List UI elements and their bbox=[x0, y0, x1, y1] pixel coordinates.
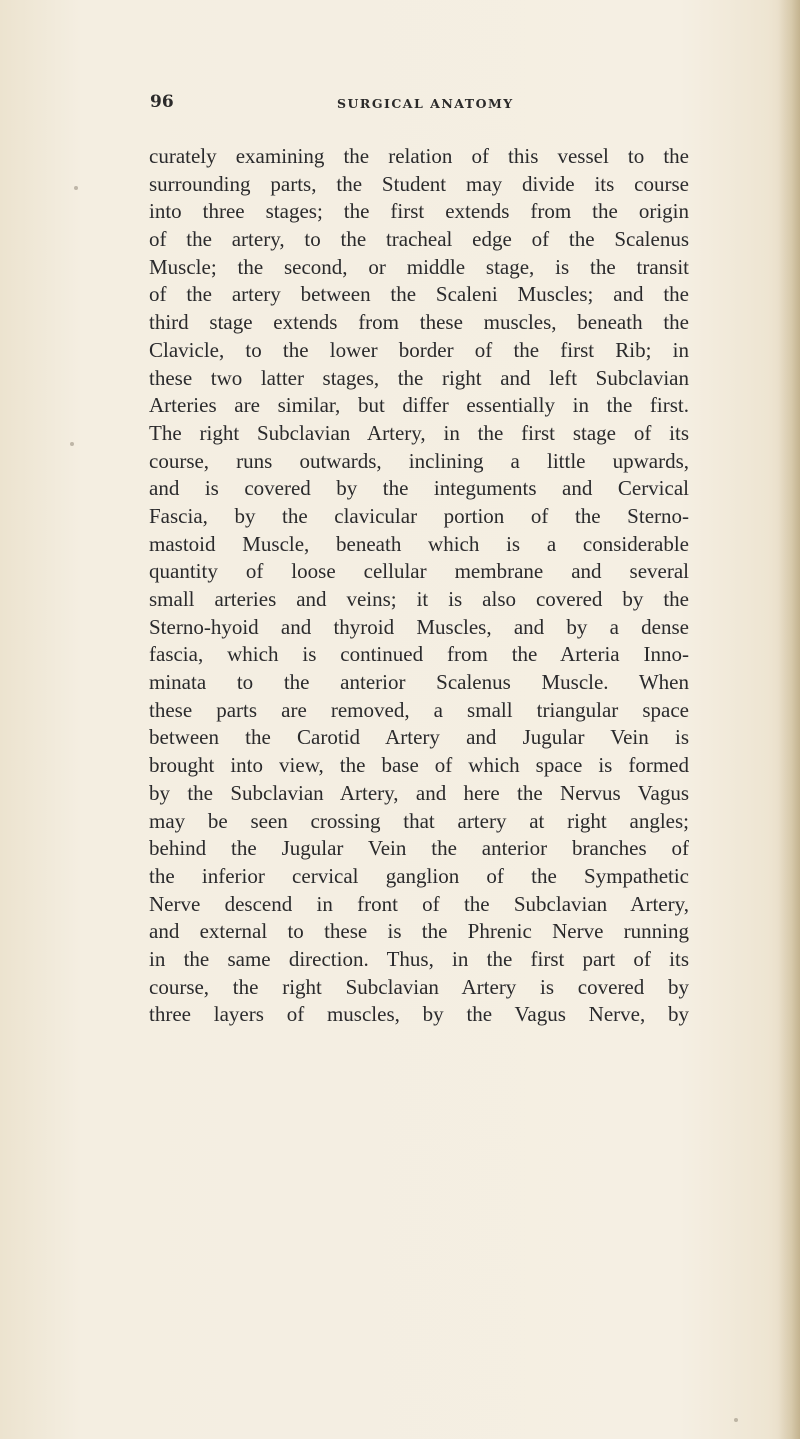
page-number: 96 bbox=[150, 92, 174, 112]
text-line: in the same direction. Thus, in the first part of its bbox=[149, 946, 689, 971]
text-line: these two latter stages, the right and left Subclavian bbox=[149, 365, 689, 390]
text-line: Muscle; the second, or middle stage, is the transit bbox=[149, 254, 689, 279]
text-line: The right Subclavian Artery, in the first stage of its bbox=[149, 420, 689, 445]
text-line: brought into view, the base of which space is formed bbox=[149, 753, 689, 778]
text-line: minata to the anterior Scalenus Muscle. When bbox=[149, 670, 689, 695]
text-line: quantity of loose cellular membrane and several bbox=[149, 559, 689, 584]
text-line: may be seen crossing that artery at right angles; bbox=[149, 808, 689, 833]
text-line: into three stages; the first extends from the origin bbox=[149, 199, 689, 224]
text-line: by the Subclavian Artery, and here the Nervus Vagus bbox=[149, 780, 689, 805]
text-line: of the artery between the Scaleni Muscles; and the bbox=[149, 282, 689, 307]
text-line: surrounding parts, the Student may divide its course bbox=[149, 171, 689, 196]
text-line: Clavicle, to the lower border of the first Rib; in bbox=[149, 337, 689, 362]
text-line: and external to these is the Phrenic Nerve running bbox=[149, 919, 689, 944]
text-line: Nerve descend in front of the Subclavian Artery, bbox=[149, 891, 689, 916]
text-line: the inferior cervical ganglion of the Sympathetic bbox=[149, 863, 689, 888]
text-line: fascia, which is continued from the Arteria Inno- bbox=[149, 642, 689, 667]
text-line: three layers of muscles, by the Vagus Nerve, by bbox=[149, 1002, 689, 1027]
text-line: between the Carotid Artery and Jugular Vein is bbox=[149, 725, 689, 750]
paper-speck bbox=[70, 442, 74, 446]
page-edge-shadow bbox=[778, 0, 800, 1439]
text-line: curately examining the relation of this vessel to the bbox=[149, 144, 689, 168]
text-line: these parts are removed, a small triangular space bbox=[149, 697, 689, 722]
page-header bbox=[150, 92, 670, 124]
paper-speck bbox=[74, 186, 78, 190]
body-paragraph bbox=[149, 143, 689, 1029]
text-line: of the artery, to the tracheal edge of the Scalenus bbox=[149, 227, 689, 252]
text-line: Sterno-hyoid and thyroid Muscles, and by a dense bbox=[149, 614, 689, 639]
text-line: small arteries and veins; it is also covered by the bbox=[149, 587, 689, 611]
text-line: third stage extends from these muscles, beneath the bbox=[149, 310, 689, 335]
text-line: course, the right Subclavian Artery is covered by bbox=[149, 974, 689, 999]
text-line: Arteries are similar, but differ essentially in the first. bbox=[149, 393, 689, 418]
text-line: behind the Jugular Vein the anterior branches of bbox=[149, 836, 689, 861]
text-line: and is covered by the integuments and Cervical bbox=[149, 476, 689, 501]
text-line: course, runs outwards, inclining a little upwards, bbox=[149, 448, 689, 473]
text-line: mastoid Muscle, beneath which is a considerable bbox=[149, 531, 689, 556]
running-title: SURGICAL ANATOMY bbox=[337, 96, 514, 111]
text-line: Fascia, by the clavicular portion of the Sterno- bbox=[149, 503, 689, 528]
paper-speck bbox=[734, 1418, 738, 1422]
